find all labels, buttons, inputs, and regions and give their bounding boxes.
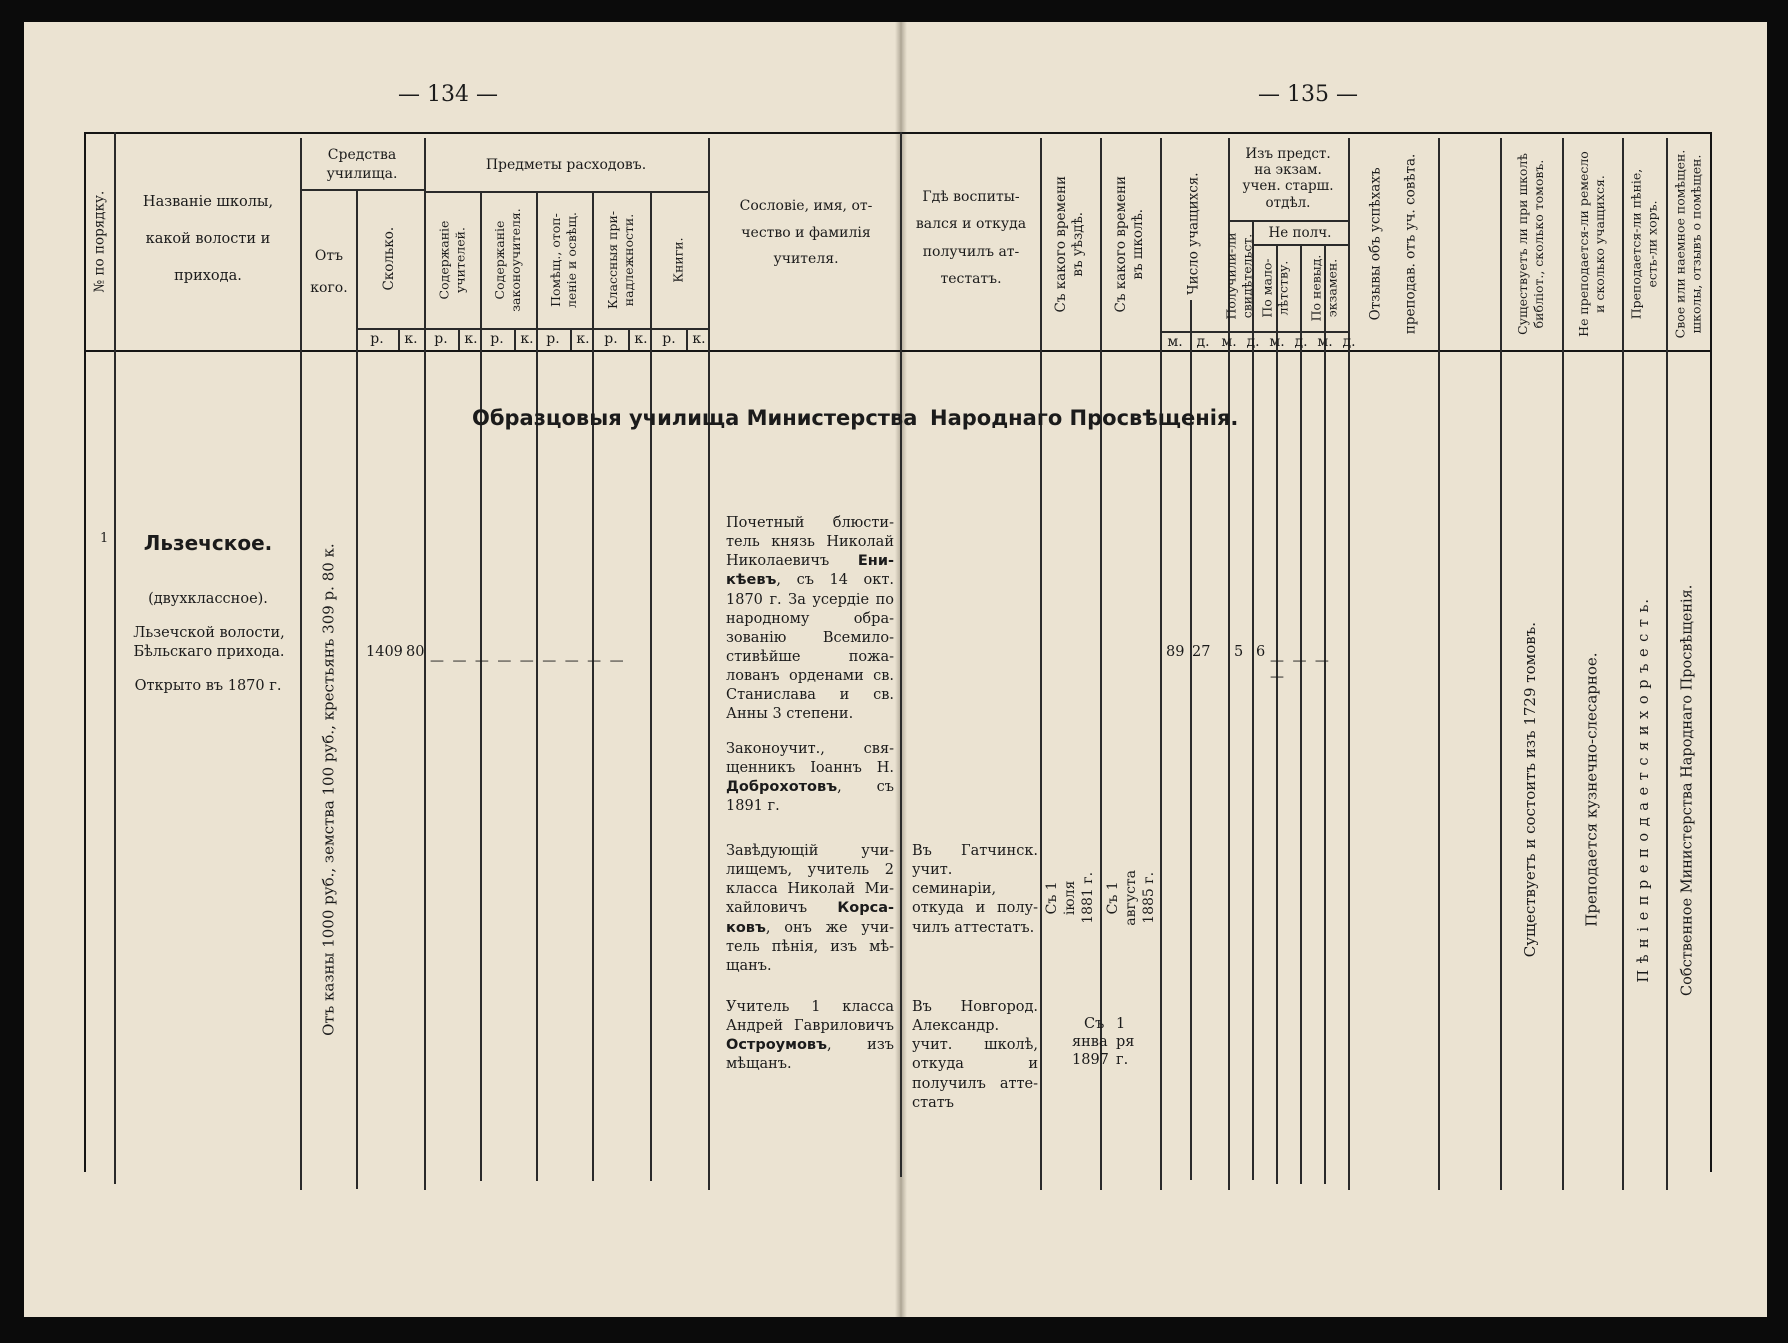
teacher-1: Почетный блюсти-тель князь Николай Николаевичъ Ени-кѣевъ, съ 14 окт. 1870 г. За усердіе по народному обра-зованію Всемило-стивѣйше пожа-лованъ орденами св. Станислава и св. Анны 3 степени.: [726, 515, 894, 723]
col-header-since-district: Съ какого времени въ уѣздѣ.: [1052, 175, 1087, 313]
exam-dashes: — — — —: [1270, 653, 1331, 685]
unit-m: м.: [1167, 334, 1183, 350]
col-header-means-amount: Сколько.: [381, 227, 398, 291]
col-header-educated: Гдѣ воспиты- вался и откуда получилъ ат- тестатъ.: [915, 189, 1027, 287]
unit-d: д.: [1246, 334, 1260, 350]
teacher-3: Завѣдующій учи-лищемъ, учитель 2 класса Николай Ми-хайловичъ Корса-ковъ, онъ же учи-тель пѣнія, изъ мѣ-щанъ.: [726, 843, 894, 974]
unit-d: д.: [1294, 334, 1308, 350]
col-header-reviews: Отзывы объ успѣхахъ преподав. отъ уч. совѣта.: [1367, 153, 1418, 335]
school-parish: Бѣльскаго прихода.: [133, 644, 285, 660]
school-name: Льзечское.: [143, 531, 273, 555]
col-header-exp-class: Классныя при- надлежности.: [605, 210, 637, 310]
unit-k: к.: [520, 331, 534, 347]
singing-entry: П ѣ н і е п р е п о д а е т с я и х о р ъ е с т ь.: [1635, 597, 1652, 983]
col-header-premises: Свое или наемное помѣщен. школы, отзывъ о помѣщен.: [1672, 149, 1703, 339]
col-rule: [356, 189, 358, 1189]
col-header-expenses: Предметы расходовъ.: [485, 157, 647, 173]
col-rule: [900, 132, 902, 1177]
education-teacher-3: Въ Гатчинск. учит. семинаріи, откуда и полу-чилъ аттестатъ.: [912, 843, 1038, 936]
premises-entry: Собственное Министерства Народнаго Просвѣщенія.: [1679, 584, 1696, 996]
page-number-left: — 134 —: [398, 82, 498, 107]
teacher-2: Законоучит., свя-щенникъ Іоаннъ Н. Доброхотовъ, съ 1891 г.: [726, 741, 894, 815]
unit-m: м.: [1269, 334, 1285, 350]
unit-k: к.: [404, 331, 418, 347]
pupils-boys: 89: [1166, 644, 1185, 660]
unit-r: р.: [490, 331, 504, 347]
unit-k: к.: [692, 331, 706, 347]
section-title-left: Образцовыя училища Министерства: [472, 406, 918, 430]
since-school-4-a: 1: [1116, 1016, 1126, 1032]
col-header-singing: Преподается-ли пѣніе, есть-ли хоръ.: [1628, 168, 1660, 320]
units-rule-left: [356, 328, 708, 330]
exam-boys: 5: [1234, 644, 1244, 660]
unit-r: р.: [604, 331, 618, 347]
col-header-since-school: Съ какого времени въ школѣ.: [1112, 175, 1147, 313]
col-header-means: Средства училища.: [326, 147, 398, 182]
school-volost: Льзечской волости,: [133, 625, 285, 641]
right-frame: [1710, 132, 1712, 1172]
unit-d: д.: [1196, 334, 1210, 350]
pupils-girls: 27: [1192, 644, 1211, 660]
col-header-exam: Изъ предст. на экзам. учен. старш. отдѣл.: [1242, 146, 1334, 211]
library-entry: Существуетъ и состоитъ изъ 1729 томовъ.: [1521, 622, 1540, 958]
unit-m: м.: [1221, 334, 1237, 350]
section-title-right: Народнаго Просвѣщенія.: [930, 406, 1239, 430]
since-district-4-c: 1897: [1072, 1052, 1109, 1068]
col-header-not-received: Не полч.: [1268, 225, 1332, 241]
means-source: Отъ казны 1000 руб., земства 100 руб., крестьянъ 309 р. 80 к.: [319, 543, 338, 1037]
teacher-4: Учитель 1 класса Андрей Гавриловичъ Остроумовъ, изъ мѣщанъ.: [726, 999, 894, 1073]
col-header-library: Существуетъ ли при школѣ библіот., сколько томовъ.: [1515, 153, 1546, 335]
col-rule: [1252, 220, 1254, 1180]
unit-m: м.: [1317, 334, 1333, 350]
col-header-school: Названіе школы, какой волости и прихода.: [142, 194, 274, 284]
col-header-teacher: Сословіе, имя, от- чество и фамилія учителя.: [739, 198, 873, 268]
col-rule: [1190, 300, 1192, 1180]
expenses-subrule: [424, 191, 708, 193]
col-header-exp-premises: Помѣщ., отоп- леніе и освѣщ.: [548, 211, 580, 309]
unit-r: р.: [370, 331, 384, 347]
means-subrule: [300, 189, 424, 191]
col-header-exp-teachers: Содержаніе учителей.: [436, 220, 467, 300]
since-school-4-b: ря: [1116, 1034, 1135, 1050]
unit-r: р.: [434, 331, 448, 347]
col-header-means-from: Отъ кого.: [310, 248, 348, 297]
col-header-pupils: Число учащихся.: [1185, 172, 1202, 296]
unit-d: д.: [1342, 334, 1356, 350]
col-rule: [1438, 138, 1440, 1190]
since-school-3: Съ 1 августа 1885 г.: [1105, 870, 1157, 926]
since-district-4-b: янва: [1072, 1034, 1108, 1050]
unit-k: к.: [464, 331, 478, 347]
since-school-4-c: г.: [1116, 1052, 1129, 1068]
school-type: (двухклассное).: [148, 591, 268, 607]
unit-r: р.: [546, 331, 560, 347]
col-rule: [1300, 244, 1302, 1184]
col-rule: [1324, 244, 1326, 1184]
units-rule-right: [1160, 331, 1348, 333]
unit-k: к.: [634, 331, 648, 347]
since-district-3: Съ 1 іюля 1881 г.: [1044, 872, 1096, 924]
exam-girls: 6: [1256, 644, 1266, 660]
page-number-right: — 135 —: [1258, 82, 1358, 107]
craft-entry: Преподается кузнечно-слесарное.: [1582, 652, 1601, 928]
col-header-craft: Не преподается-ли ремесло и сколько учащихся.: [1576, 151, 1608, 337]
unit-k: к.: [576, 331, 590, 347]
col-header-received: Получили-ли свидѣтельст.: [1224, 232, 1255, 320]
since-district-4-a: Съ: [1084, 1016, 1105, 1032]
col-header-failed: По невыд. экзамен.: [1308, 254, 1340, 322]
header-bottom-rule: [84, 350, 1710, 352]
col-header-minor: По мало- лѣтству.: [1260, 258, 1292, 318]
col-rule: [1276, 244, 1278, 1184]
education-teacher-4: Въ Новгород. Александр. учит. школѣ, откуда и получилъ атте-статъ: [912, 999, 1038, 1111]
unit-r: р.: [662, 331, 676, 347]
expense-dashes: — — — — — — — — —: [430, 653, 626, 669]
table-top-rule: [84, 132, 1710, 134]
row-number: 1: [100, 531, 109, 546]
means-sum-kopecks: 80: [406, 644, 425, 660]
school-opened: Открыто въ 1870 г.: [134, 678, 282, 694]
col-header-number: № по порядку.: [91, 191, 108, 293]
col-header-exp-law: Содержаніе законоучителя.: [492, 208, 523, 312]
col-header-exp-books: Книги.: [670, 237, 686, 283]
col-rule: [114, 132, 116, 1184]
means-sum-rubles: 1409: [366, 644, 403, 660]
